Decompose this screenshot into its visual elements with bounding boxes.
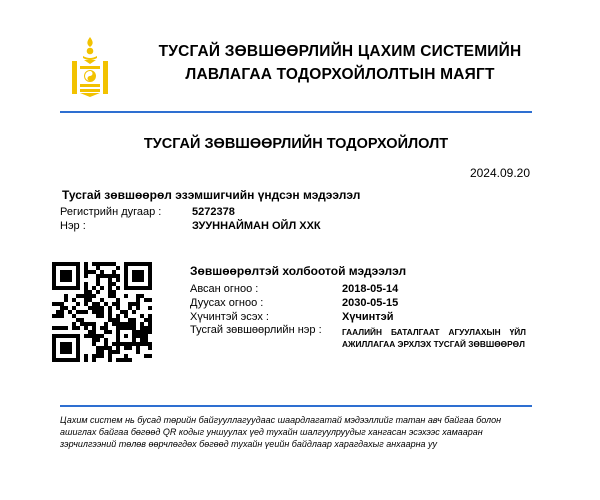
footer-note: Цахим систем нь бусад төрийн байгууллагуудаас шаардлагатай мэдээллийг татан авч байгаа болон ашиглах байгаа бөгөөд QR кодыг уншуулах үед тухайн шалгуулруудыг хангасан эсэхээс хамааран зэрчилгээний төлөв өөрчлөгдөх бөгөөд тухайн үеийн байдлаар харагдахыг анхаарна уу [60,415,502,449]
document-date: 2024.09.20 [469,166,530,180]
permit-name-value: ГААЛИЙН БАТАЛГААТ АГУУЛАХЫН ҮЙЛ АЖИЛЛАГАА ЭРХЛЭХ ТУСГАЙ ЗӨВШӨӨРӨЛ [342,327,526,349]
permit-name-label: Тусгай зөвшөөрлийн нэр : [190,324,322,336]
owner-heading: Тусгай зөвшөөрөл эзэмшигчийн үндсэн мэдээлэл [62,188,361,202]
expiry-value: 2030-05-15 [342,297,399,309]
issued-label: Авсан огноо : [190,283,259,295]
header-title-line2: ЛАВЛАГАА ТОДОРХОЙЛОЛТЫН МАЯГТ [185,66,495,83]
validity-value: Хүчинтэй [342,311,394,323]
header-title-line1: ТУСГАЙ ЗӨВШӨӨРЛИЙН ЦАХИМ СИСТЕМИЙН [158,43,522,60]
name-value: ЗУУННАЙМАН ОЙЛ ХХК [192,220,321,232]
permit-heading: Зөвшөөрөлтэй холбоотой мэдээлэл [190,264,407,278]
name-label: Нэр : [60,220,86,232]
registration-value: 5272378 [192,206,235,218]
registration-label: Регистрийн дугаар : [60,206,162,218]
footer-divider [60,405,532,407]
header-title [150,40,530,86]
expiry-label: Дуусах огноо : [190,297,264,309]
soyombo-emblem-icon [70,36,110,98]
qr-code-icon [52,262,152,362]
issued-value: 2018-05-14 [342,283,399,295]
document-title: ТУСГАЙ ЗӨВШӨӨРЛИЙН ТОДОРХОЙЛОЛТ [143,136,449,152]
header-divider [60,111,532,113]
validity-label: Хүчинтэй эсэх : [190,311,269,323]
